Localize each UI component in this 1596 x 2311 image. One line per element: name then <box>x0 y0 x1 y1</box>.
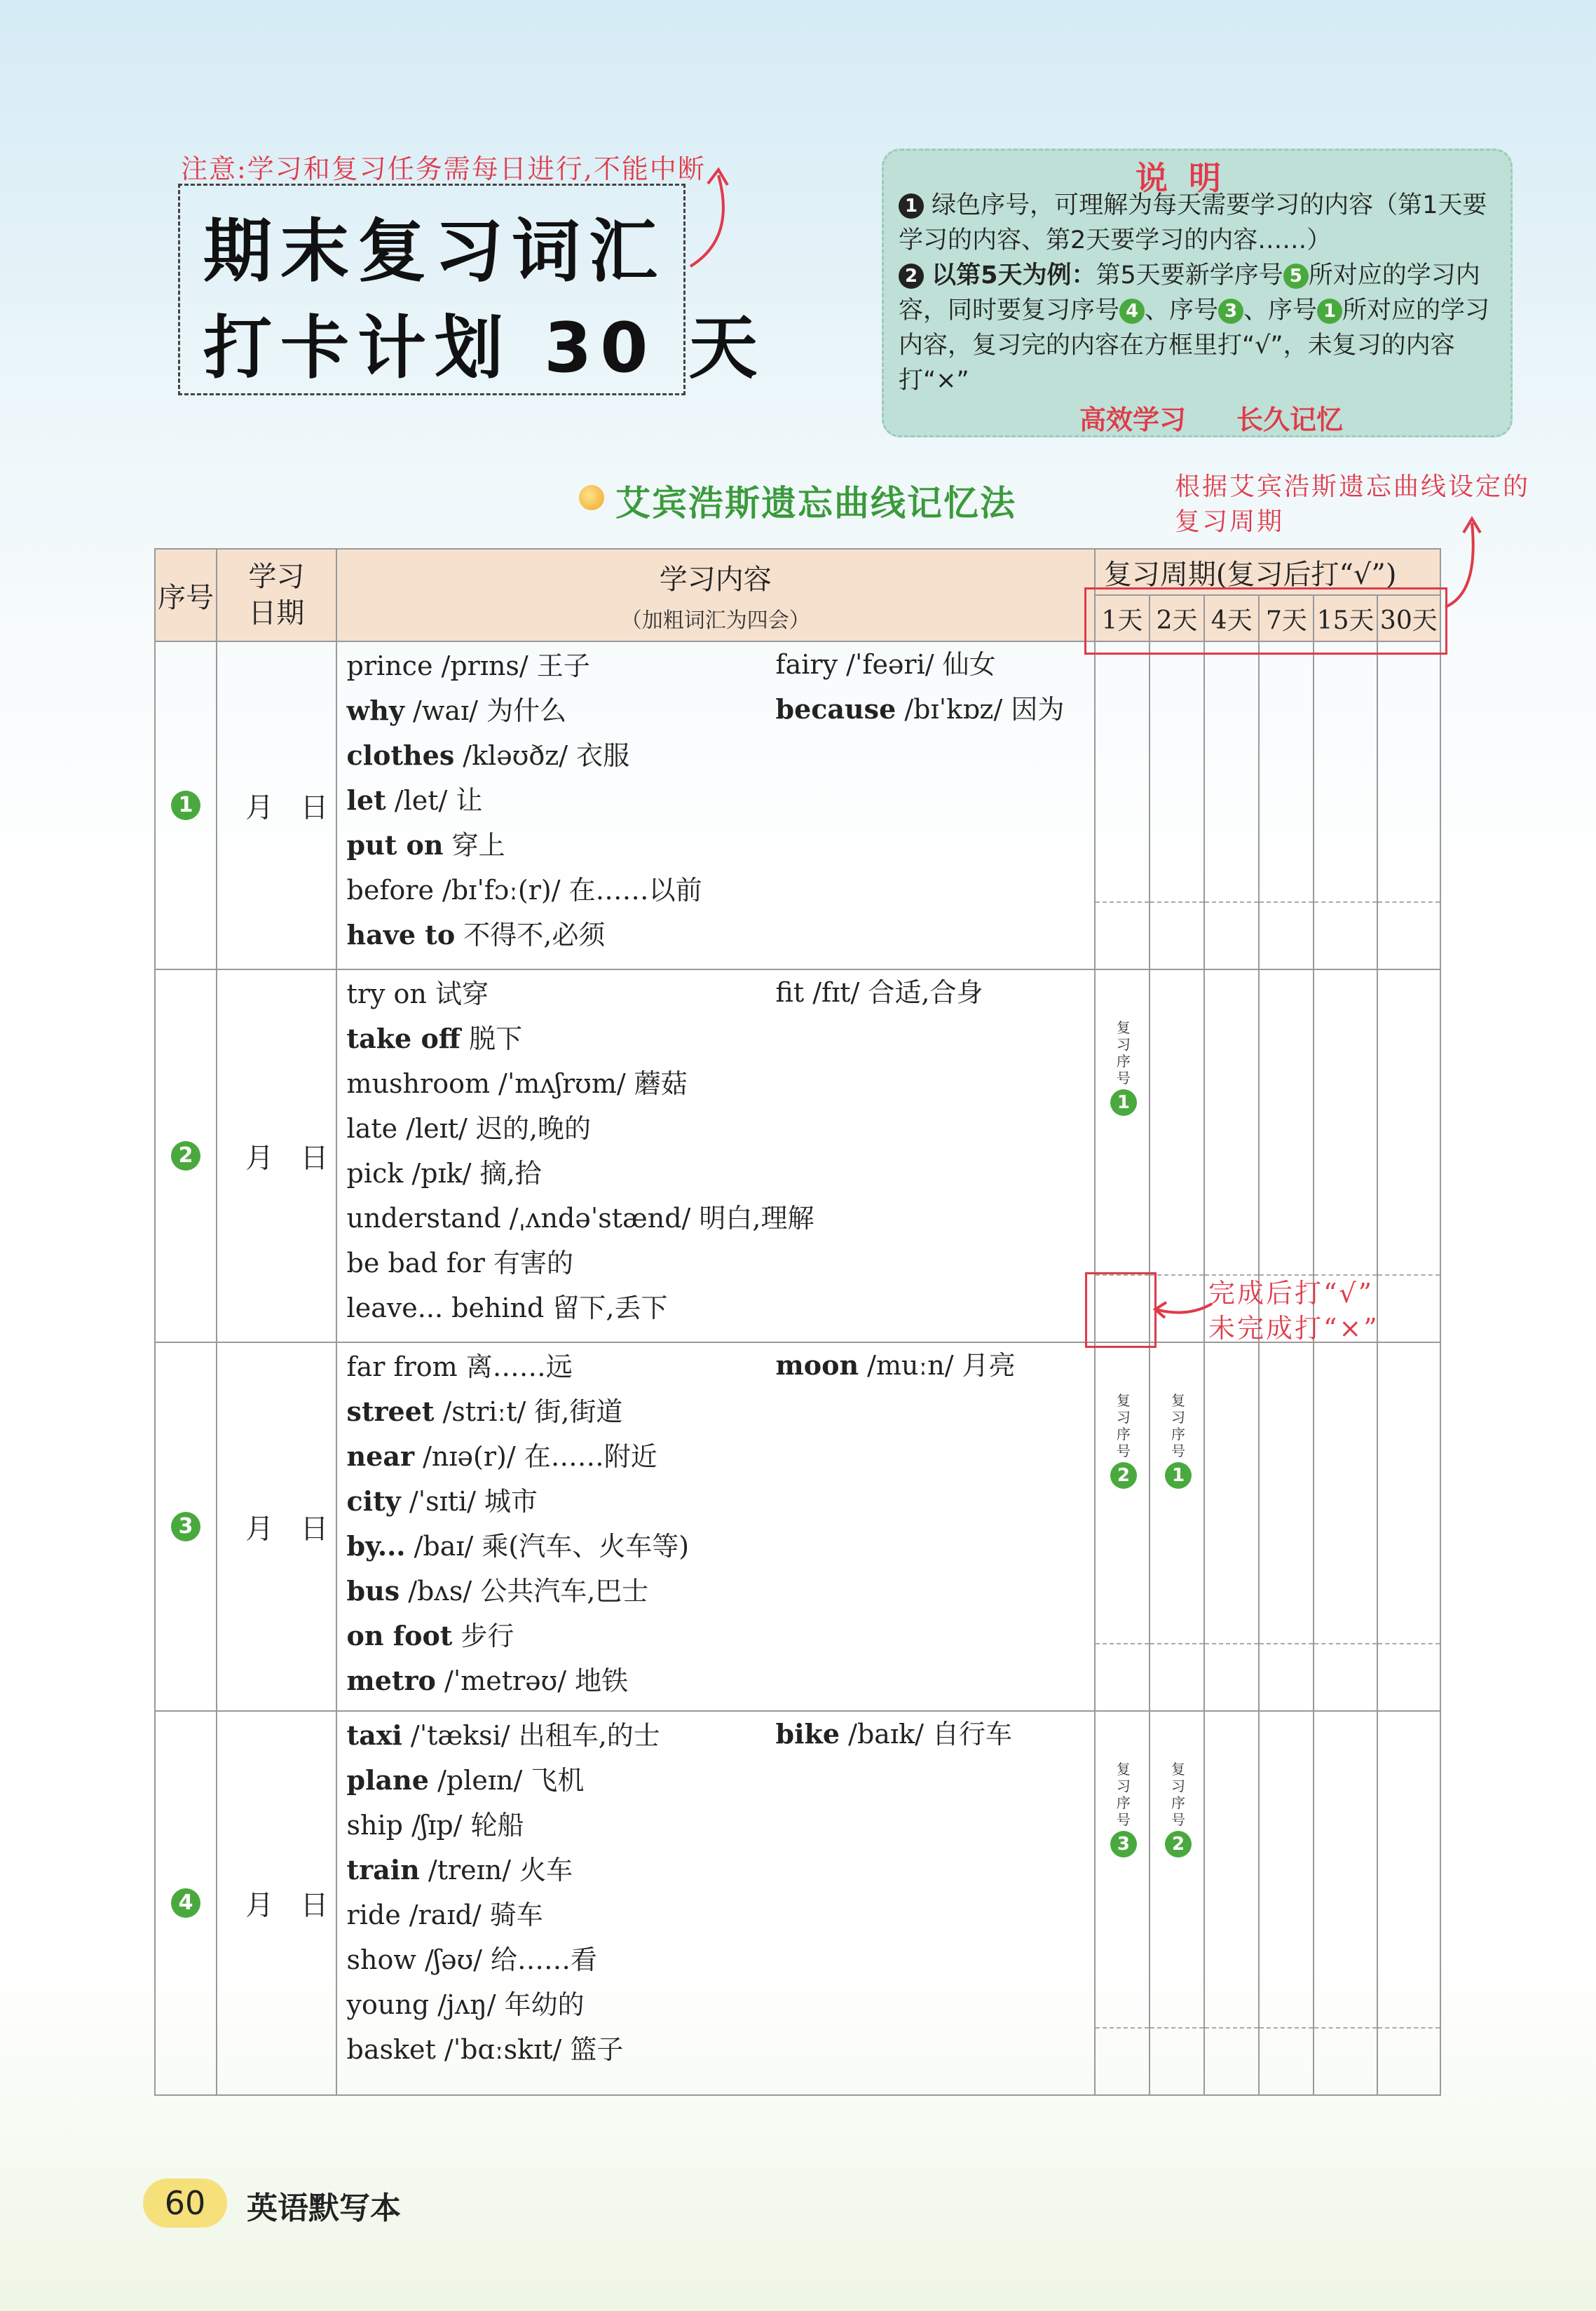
word-bold: street <box>346 1396 435 1427</box>
checkbox-divider <box>1314 1643 1376 1644</box>
word-text: /waɪ/ 为什么 <box>404 695 567 726</box>
checkbox-divider <box>1150 1643 1203 1644</box>
word-text: /kləʊðz/ 衣服 <box>454 740 630 771</box>
word-text: /ˈsɪti/ 城市 <box>400 1486 538 1517</box>
word-text: /striːt/ 街,街道 <box>434 1396 623 1427</box>
header-review: 复习周期(复习后打“√”) <box>1095 549 1440 595</box>
word-item <box>347 1982 1094 2027</box>
review-checkbox-6[interactable] <box>1377 1342 1440 1711</box>
table-row <box>155 1711 1440 2095</box>
word-text: young /jʌŋ/ 年幼的 <box>346 1989 585 2020</box>
review-label: 复习序号 <box>1171 1392 1186 1459</box>
item-number: 1 <box>899 193 924 219</box>
word-text: far from 离……远 <box>346 1351 573 1382</box>
content-cell <box>336 641 1095 969</box>
review-label: 复习序号 <box>1116 1761 1131 1828</box>
footer-slogan-1: 高效学习 <box>1079 404 1187 435</box>
review-checkbox-3[interactable] <box>1204 1711 1259 2095</box>
explanation-footer <box>1079 398 1393 437</box>
review-seq-badge: 2 <box>1110 1462 1137 1489</box>
checkbox-divider <box>1150 1274 1203 1276</box>
header-day: 15天 <box>1314 595 1377 641</box>
word-item <box>347 868 1094 913</box>
word-text: basket /ˈbɑːskɪt/ 篮子 <box>346 2034 624 2065</box>
header-content-sub: （加粗词汇为四会） <box>620 608 810 633</box>
review-checkbox-4[interactable] <box>1259 1711 1314 2095</box>
word-bold: why <box>346 695 404 726</box>
seq-badge: 3 <box>171 1512 200 1541</box>
header-date <box>217 549 336 641</box>
word-text: /bʌs/ 公共汽车,巴士 <box>400 1576 649 1607</box>
checkbox-divider <box>1378 1643 1440 1644</box>
word-item <box>347 1893 1094 1937</box>
word-bold: on foot <box>346 1620 453 1651</box>
review-checkbox-5[interactable] <box>1314 641 1377 969</box>
notice-arrow <box>687 161 743 273</box>
review-seq-badge: 2 <box>1165 1831 1192 1857</box>
word-item <box>776 642 1065 687</box>
word-item <box>347 1389 1094 1434</box>
word-item <box>347 1658 1094 1703</box>
word-bold: bus <box>346 1575 400 1607</box>
month-label: 月 <box>245 1513 274 1546</box>
word-item <box>347 1151 1094 1196</box>
seq-badge: 1 <box>1317 299 1342 324</box>
day-label: 日 <box>300 1889 329 1922</box>
word-bold: because <box>775 693 896 725</box>
checkbox-arrow <box>1152 1297 1215 1325</box>
checkbox-divider <box>1205 2027 1258 2029</box>
checkbox-divider <box>1205 901 1258 903</box>
checkbox-divider <box>1150 901 1203 903</box>
footer-slogan-2: 长久记忆 <box>1236 404 1344 435</box>
word-bold: clothes <box>346 739 455 771</box>
seq-cell <box>155 641 217 969</box>
word-text: /pleɪn/ 飞机 <box>428 1765 585 1796</box>
cycle-arrow <box>1444 516 1486 614</box>
review-checkbox-5[interactable] <box>1314 1342 1377 1711</box>
word-item <box>347 1937 1094 1982</box>
notice-text: 注意:学习和复习任务需每日进行,不能中断 <box>181 154 706 184</box>
review-marker <box>1157 1761 1199 1857</box>
word-text: mushroom /ˈmʌʃrʊm/ 蘑菇 <box>346 1068 688 1099</box>
header-day: 2天 <box>1150 595 1204 641</box>
cycle-annotation: 根据艾宾浩斯遗忘曲线设定的复习周期 <box>1175 472 1531 536</box>
header-content <box>336 549 1095 641</box>
word-text: fit /fɪt/ 合适,合身 <box>775 977 983 1008</box>
word-item <box>347 1479 1094 1524</box>
page-number: 60 <box>143 2179 227 2228</box>
word-item <box>347 1524 1094 1569</box>
date-cell[interactable] <box>217 969 336 1342</box>
word-bold: bike <box>775 1718 840 1750</box>
checkbox-divider <box>1260 2027 1313 2029</box>
seq-badge: 3 <box>1218 299 1243 324</box>
word-text: 脱下 <box>461 1023 523 1054</box>
word-item <box>776 970 983 1015</box>
checkbox-divider <box>1205 1643 1258 1644</box>
checkbox-divider <box>1314 2027 1376 2029</box>
review-checkbox-5[interactable] <box>1314 1711 1377 2095</box>
day-label: 日 <box>300 1513 329 1546</box>
word-item <box>776 1343 1016 1388</box>
word-text: /ˈmetrəʊ/ 地铁 <box>435 1665 629 1696</box>
review-checkbox-3[interactable] <box>1204 1342 1259 1711</box>
header-content-label: 学习内容 <box>659 563 772 596</box>
word-item <box>347 778 1094 823</box>
review-cycle-highlight <box>1084 587 1447 655</box>
checkbox-divider <box>1150 2027 1203 2029</box>
review-checkbox-6[interactable] <box>1377 641 1440 969</box>
seq-badge: 4 <box>1119 299 1145 324</box>
content-cell <box>336 969 1095 1342</box>
review-label: 复习序号 <box>1116 1392 1131 1459</box>
content-cell <box>336 1342 1095 1711</box>
item-text: 、序号 <box>1243 296 1318 325</box>
checkbox-divider <box>1378 901 1440 903</box>
header-day: 7天 <box>1259 595 1314 641</box>
checkbox-divider <box>1260 901 1313 903</box>
checkbox-divider <box>1260 1643 1313 1644</box>
seq-badge: 5 <box>1283 264 1309 289</box>
word-item <box>347 1803 1094 1848</box>
table-row <box>155 1342 1440 1711</box>
word-text: /muːn/ 月亮 <box>859 1350 1016 1381</box>
review-checkbox-1[interactable] <box>1095 1342 1150 1711</box>
word-text: /bɪˈkɒz/ 因为 <box>896 694 1065 725</box>
word-bold: have to <box>346 919 456 950</box>
item-text: 绿色序号，可理解为每天需要学习的内容（第1天要学习的内容、第2天要学习的内容……） <box>899 191 1487 254</box>
word-text: leave... behind 留下,丢下 <box>346 1293 668 1323</box>
review-checkbox-2[interactable] <box>1150 641 1204 969</box>
review-marker <box>1103 1392 1145 1489</box>
seq-cell <box>155 1342 217 1711</box>
word-text: /treɪn/ 火车 <box>419 1855 573 1886</box>
checkbox-annotation: 完成后打“√” 未完成打“×” <box>1208 1278 1379 1344</box>
review-seq-badge: 3 <box>1110 1831 1137 1857</box>
word-text: be bad for 有害的 <box>346 1248 574 1279</box>
word-item <box>347 2027 1094 2072</box>
word-text: fairy /ˈfeəri/ 仙女 <box>775 649 996 680</box>
header-date-label: 学习日期 <box>248 561 305 629</box>
word-item <box>347 1286 1094 1330</box>
month-label: 月 <box>245 791 274 824</box>
word-text: understand /ˌʌndəˈstænd/ 明白,理解 <box>346 1203 814 1234</box>
day-label: 日 <box>300 791 329 824</box>
item-text: 、序号 <box>1145 296 1219 325</box>
book-title: 英语默写本 <box>247 2190 401 2226</box>
review-checkbox-6[interactable] <box>1377 969 1440 1342</box>
word-text: 不得不,必须 <box>455 920 606 950</box>
word-item <box>347 1434 1094 1479</box>
date-cell[interactable] <box>217 641 336 969</box>
word-bold: plane <box>346 1764 429 1796</box>
page-title-line1: 期末复习词汇 <box>203 212 667 292</box>
date-cell[interactable] <box>217 1342 336 1711</box>
word-item <box>347 733 1094 778</box>
explanation-item-2 <box>899 258 1501 398</box>
header-day: 4天 <box>1204 595 1259 641</box>
word-text: /baɪ/ 乘(汽车、火车等) <box>405 1531 690 1562</box>
day-label: 日 <box>300 1142 329 1175</box>
checkbox-divider <box>1096 2027 1149 2029</box>
word-bold: city <box>346 1485 401 1517</box>
word-text: /let/ 让 <box>386 785 483 816</box>
word-bold: put on <box>346 829 444 861</box>
word-text: 步行 <box>452 1621 514 1651</box>
word-item <box>347 1758 1094 1803</box>
word-item <box>347 913 1094 957</box>
month-label: 月 <box>245 1889 274 1922</box>
review-seq-badge: 1 <box>1165 1462 1192 1489</box>
word-bold: near <box>346 1440 414 1472</box>
word-text: late /leɪt/ 迟的,晚的 <box>346 1113 592 1144</box>
month-label: 月 <box>245 1142 274 1175</box>
word-text: ride /raɪd/ 骑车 <box>346 1900 543 1930</box>
review-checkbox-2[interactable] <box>1150 969 1204 1342</box>
checkbox-highlight <box>1085 1272 1157 1348</box>
seq-cell <box>155 1711 217 2095</box>
review-checkbox-1[interactable] <box>1095 641 1150 969</box>
seq-badge: 1 <box>171 791 200 820</box>
word-item <box>347 823 1094 868</box>
word-bold: let <box>346 784 386 816</box>
word-text: /baɪk/ 自行车 <box>840 1719 1012 1750</box>
item-text: 第5天要新学序号 <box>1096 261 1283 289</box>
checkbox-divider <box>1314 901 1376 903</box>
page-title-line2: 打卡计划 30 天 <box>203 308 766 388</box>
item-text: 所对应的学习内容，复习完的内容在方框里打“√”，未复习的内容打“×” <box>899 296 1490 395</box>
word-text: /ˈtæksi/ 出租车,的士 <box>402 1720 660 1751</box>
word-text: 穿上 <box>443 830 505 861</box>
header-seq: 序号 <box>155 549 217 641</box>
header-day: 1天 <box>1095 595 1150 641</box>
review-checkbox-6[interactable] <box>1377 1711 1440 2095</box>
word-text: ship /ʃɪp/ 轮船 <box>346 1810 524 1841</box>
item-number: 2 <box>899 264 924 289</box>
review-label: 复习序号 <box>1171 1761 1186 1828</box>
word-item <box>347 1241 1094 1286</box>
item-lead: 以第5天为例： <box>932 261 1096 289</box>
review-label: 复习序号 <box>1116 1019 1131 1086</box>
checkbox-divider <box>1378 1274 1440 1276</box>
word-text: show /ʃəʊ/ 给……看 <box>346 1944 598 1975</box>
section-title: 艾宾浩斯遗忘曲线记忆法 <box>615 483 1016 524</box>
review-checkbox-3[interactable] <box>1204 641 1259 969</box>
checkbox-divider <box>1096 1643 1149 1644</box>
checkbox-divider <box>1096 901 1149 903</box>
review-seq-badge: 1 <box>1110 1089 1137 1116</box>
word-bold: train <box>346 1854 420 1886</box>
seq-badge: 4 <box>171 1888 200 1918</box>
word-text: before /bɪˈfɔː(r)/ 在……以前 <box>346 875 702 906</box>
word-item <box>347 1106 1094 1151</box>
item-text: 所对应的学习内容，同时要复习序号 <box>899 261 1480 325</box>
seq-cell <box>155 969 217 1342</box>
word-bold: take off <box>346 1023 461 1054</box>
word-item <box>347 1848 1094 1893</box>
explanation-item-1 <box>899 188 1501 258</box>
checkbox-divider <box>1378 2027 1440 2029</box>
table-row <box>155 641 1440 969</box>
word-text: prince /prɪns/ 王子 <box>346 650 590 681</box>
word-item <box>347 1061 1094 1106</box>
word-bold: by... <box>346 1530 406 1562</box>
word-item <box>347 1016 1094 1061</box>
review-marker <box>1103 1761 1145 1857</box>
review-marker <box>1103 1019 1145 1116</box>
review-marker <box>1157 1392 1199 1489</box>
section-bullet-icon <box>579 485 604 510</box>
review-checkbox-1[interactable] <box>1095 1711 1150 2095</box>
review-checkbox-4[interactable] <box>1259 641 1314 969</box>
review-checkbox-4[interactable] <box>1259 1342 1314 1711</box>
review-checkbox-2[interactable] <box>1150 1711 1204 2095</box>
word-text: /nɪə(r)/ 在……附近 <box>414 1441 657 1472</box>
review-checkbox-2[interactable] <box>1150 1342 1204 1711</box>
word-item <box>776 1712 1012 1757</box>
word-item <box>347 1196 1094 1241</box>
word-bold: metro <box>346 1665 436 1696</box>
word-text: try on 试穿 <box>346 979 489 1009</box>
word-item <box>347 1569 1094 1614</box>
word-text: pick /pɪk/ 摘,拾 <box>346 1158 542 1189</box>
header-day: 30天 <box>1377 595 1440 641</box>
word-item <box>347 1614 1094 1658</box>
word-item <box>776 687 1065 732</box>
word-bold: moon <box>775 1349 859 1381</box>
content-cell <box>336 1711 1095 2095</box>
explanation-text <box>899 188 1501 398</box>
word-bold: taxi <box>346 1719 402 1751</box>
seq-badge: 2 <box>171 1141 200 1171</box>
explanation-heading: 说明 <box>1135 159 1242 197</box>
date-cell[interactable] <box>217 1711 336 2095</box>
